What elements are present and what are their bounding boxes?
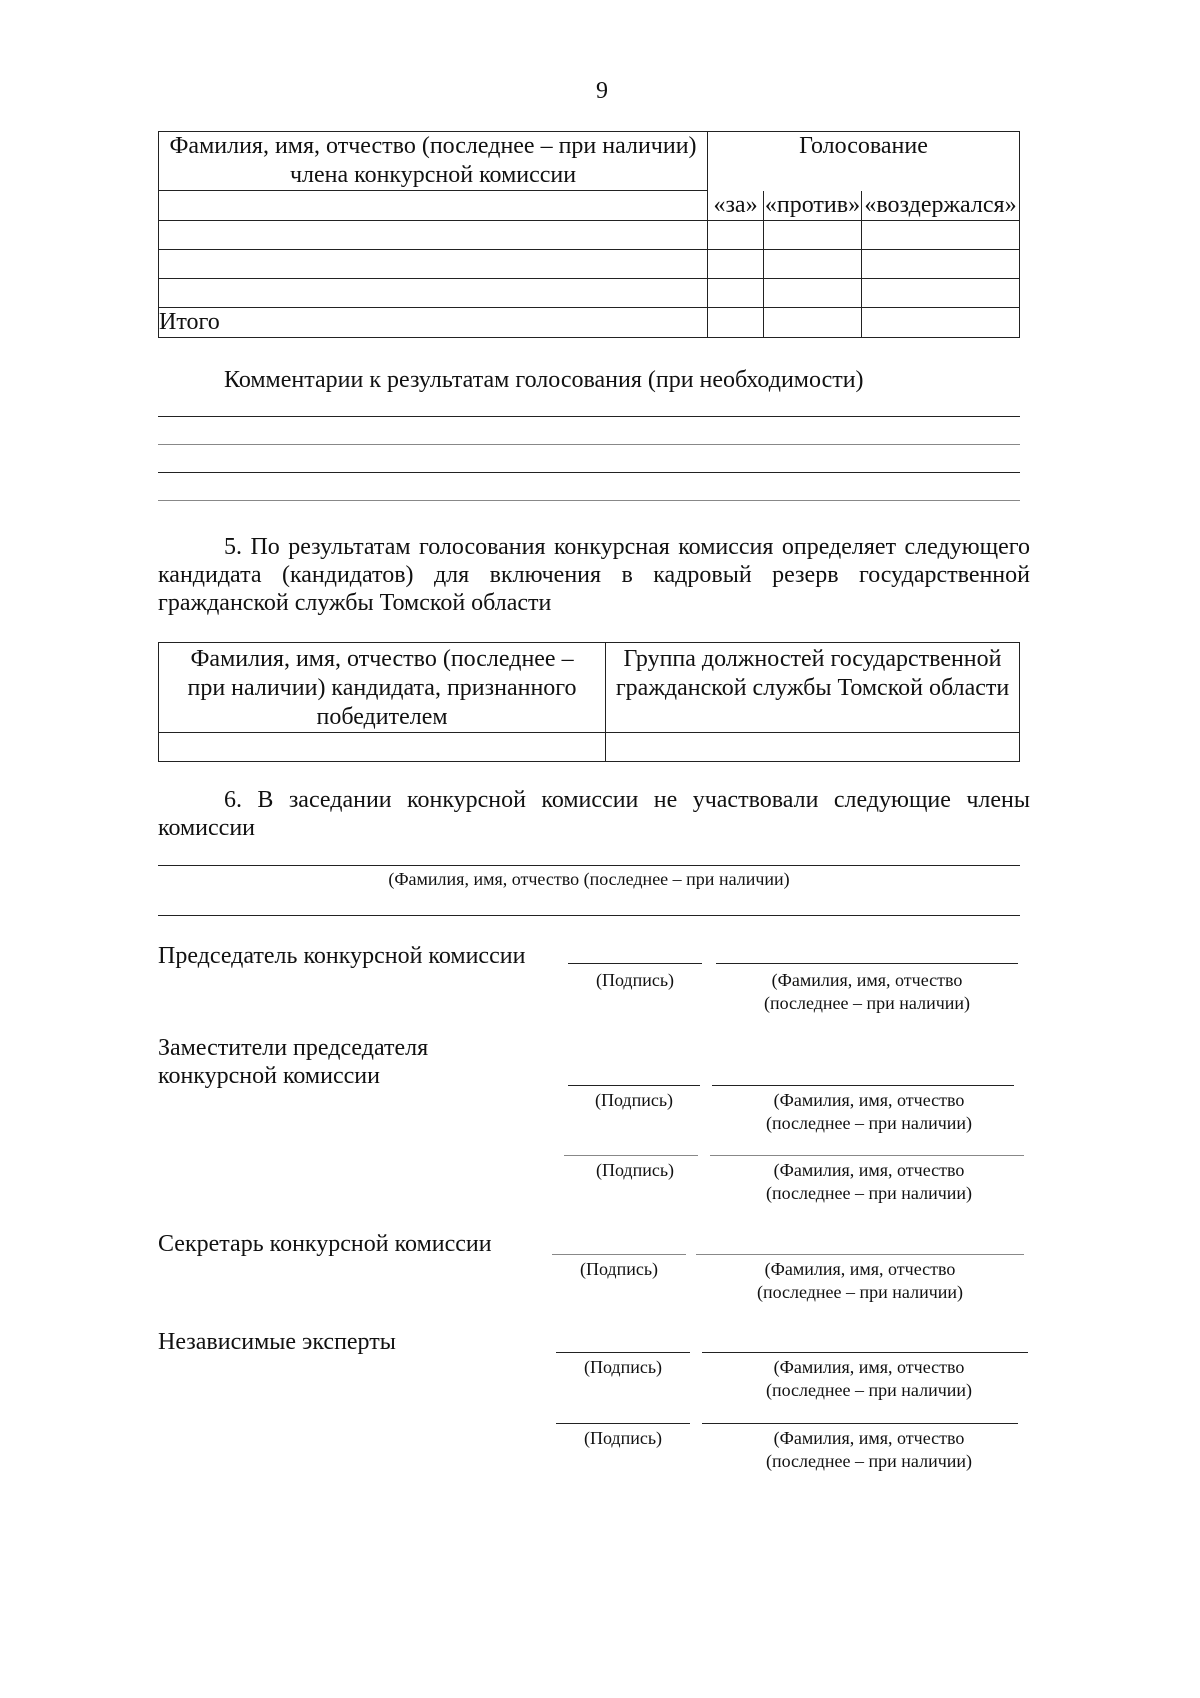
deputies-label-line2: конкурсной комиссии	[158, 1063, 380, 1089]
experts-label: Независимые эксперты	[158, 1329, 396, 1355]
voting-header-name-line2: члена конкурсной комиссии	[289, 162, 577, 188]
comment-line	[158, 416, 1020, 417]
table-row	[159, 278, 1020, 307]
absent-member-line	[158, 915, 1020, 916]
winner-table	[158, 642, 1020, 762]
table-row	[159, 733, 1020, 762]
voting-header-vote: Голосование	[708, 132, 1020, 191]
signature-caption: (Подпись)	[583, 1428, 663, 1448]
table-row	[159, 220, 1020, 249]
winner-header-name-line3: победителем	[316, 704, 448, 730]
name-caption: (Фамилия, имя, отчество (последнее – при наличии)	[756, 1259, 964, 1302]
winner-header-group-line2: гражданской службы Томской области	[615, 675, 1010, 701]
comment-line	[158, 500, 1020, 501]
winner-header-name-line2: при наличии) кандидата, признанного	[187, 675, 577, 701]
comments-label: Комментарии к результатам голосования (при необходимости)	[224, 367, 864, 393]
winner-header-name	[159, 643, 606, 733]
signature-caption: (Подпись)	[595, 1160, 675, 1180]
name-line	[712, 1085, 1014, 1086]
section6-line2: комиссии	[158, 815, 256, 841]
section5-line3: гражданской службы Томской области	[158, 590, 552, 616]
signature-caption: (Подпись)	[579, 1259, 659, 1279]
name-line	[702, 1352, 1028, 1353]
col-against-header: «против»	[764, 191, 862, 221]
signature-caption: (Подпись)	[595, 970, 675, 990]
section5-line1: 5. По результатам голосования конкурсная комиссия определяет следующего	[224, 534, 1030, 560]
comment-line	[158, 444, 1020, 445]
section5-line2: кандидата (кандидатов) для включения в кадровый резерв государственной	[158, 562, 1030, 588]
comment-line	[158, 472, 1020, 473]
absent-member-caption: (Фамилия, имя, отчество (последнее – при наличии)	[388, 869, 790, 889]
col-for-header: «за»	[708, 191, 764, 221]
winner-header-group-line1: Группа должностей государственной	[623, 646, 1002, 672]
signature-line	[556, 1352, 690, 1353]
page-number: 9	[596, 78, 608, 104]
name-caption: (Фамилия, имя, отчество (последнее – при наличии)	[765, 1090, 973, 1133]
voting-table	[158, 131, 1020, 338]
voting-header-name	[159, 132, 708, 191]
absent-member-line	[158, 865, 1020, 866]
name-line	[696, 1254, 1024, 1255]
signature-caption: (Подпись)	[583, 1357, 663, 1377]
deputies-label-line1: Заместители председателя	[158, 1035, 429, 1061]
chairman-label: Председатель конкурсной комиссии	[158, 943, 526, 969]
name-caption: (Фамилия, имя, отчество (последнее – при наличии)	[765, 1428, 973, 1471]
section6-line1: 6. В заседании конкурсной комиссии не участвовали следующие члены	[224, 787, 1030, 813]
signature-line	[568, 1085, 700, 1086]
name-line	[710, 1155, 1024, 1156]
signature-line	[556, 1423, 690, 1424]
signature-line	[564, 1155, 698, 1156]
name-line	[716, 963, 1018, 964]
name-caption: (Фамилия, имя, отчество (последнее – при наличии)	[765, 1357, 973, 1400]
table-cell	[159, 191, 708, 221]
col-abstain-header: «воздержался»	[861, 191, 1019, 221]
total-label: Итого	[159, 307, 708, 337]
winner-header-name-line1: Фамилия, имя, отчество (последнее –	[190, 646, 574, 672]
table-row	[159, 249, 1020, 278]
name-line	[702, 1423, 1018, 1424]
name-caption: (Фамилия, имя, отчество (последнее – при наличии)	[763, 970, 971, 1013]
signature-caption: (Подпись)	[594, 1090, 674, 1110]
name-caption: (Фамилия, имя, отчество (последнее – при наличии)	[765, 1160, 973, 1203]
voting-header-name-line1: Фамилия, имя, отчество (последнее – при наличии)	[169, 133, 697, 159]
signature-line	[552, 1254, 686, 1255]
signature-line	[568, 963, 702, 964]
winner-header-group	[606, 643, 1020, 733]
secretary-label: Секретарь конкурсной комиссии	[158, 1231, 492, 1257]
